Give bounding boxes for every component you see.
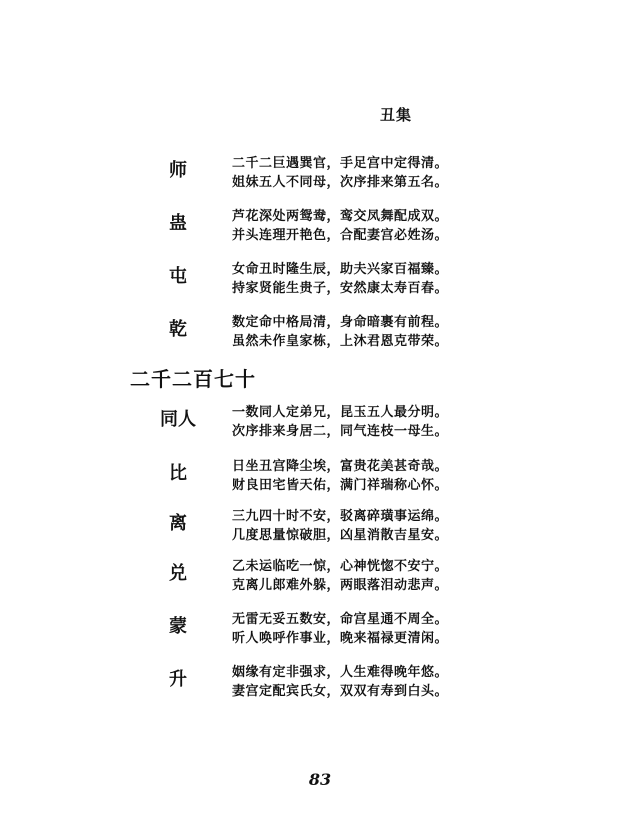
verse-lines	[232, 403, 448, 441]
hexagram-name: 比	[169, 463, 187, 484]
verse-line: 听人唤呼作事业，晚来福禄更清闲。	[232, 631, 449, 646]
verse-line: 并头连理开艳色，合配妻宫必姓汤。	[232, 228, 449, 243]
hexagram-name: 同人	[160, 409, 196, 430]
verse-entry	[0, 507, 640, 547]
hexagram-name: 乾	[169, 319, 187, 340]
verse-lines	[232, 313, 448, 351]
verse-lines	[232, 457, 448, 495]
verse-line: 姻缘有定非强求，人生难得晚年悠。	[232, 665, 449, 680]
page-number: 83	[308, 770, 332, 789]
hexagram-name: 升	[169, 669, 187, 690]
verse-line: 芦花深处两鸳鸯，鸾交凤舞配成双。	[232, 209, 449, 224]
verse-line: 三九四十时不安，驳离碎璜事运绵。	[232, 509, 449, 524]
verse-line: 二千二巨遇巽官，手足宫中定得清。	[232, 156, 449, 171]
verse-lines	[232, 557, 448, 595]
running-header: 丑集	[380, 106, 413, 124]
verse-lines	[232, 610, 448, 648]
hexagram-name: 屯	[169, 266, 187, 287]
verse-entry	[0, 663, 640, 703]
verse-lines	[232, 260, 448, 298]
verse-lines	[232, 507, 448, 545]
verse-entry	[0, 457, 640, 497]
hexagram-name: 蒙	[169, 616, 187, 637]
hexagram-name: 蛊	[169, 213, 187, 234]
verse-line: 持家贤能生贵子，安然康太寿百春。	[232, 281, 449, 296]
verse-line: 一数同人定弟兄，昆玉五人最分明。	[232, 405, 449, 420]
verse-entry	[0, 260, 640, 300]
verse-line: 乙未运临吃一惊，心神恍惚不安宁。	[232, 559, 449, 574]
verse-line: 女命丑时隆生辰，助夫兴家百福臻。	[232, 262, 449, 277]
verse-line: 无雷无妥五数安，命宫星通不周全。	[232, 612, 449, 627]
verse-entry	[0, 207, 640, 247]
verse-lines	[232, 663, 448, 701]
verse-line: 虽然未作皇家栋，上沐君恩克带荣。	[232, 334, 449, 349]
verse-line: 财良田宅皆天佑，满门祥瑞称心怀。	[232, 478, 449, 493]
verse-lines	[232, 207, 448, 245]
verse-entry	[0, 313, 640, 353]
hexagram-name: 师	[169, 160, 187, 181]
verse-lines	[232, 154, 448, 192]
verse-entry	[0, 403, 640, 443]
verse-entry	[0, 557, 640, 597]
verse-line: 克离儿郎难外躲，两眼落泪动悲声。	[232, 578, 449, 593]
verse-entry	[0, 154, 640, 194]
verse-line: 几度思量惊破胆，凶星消散吉星安。	[232, 528, 449, 543]
verse-line: 日坐丑宫降尘埃，富贵花美甚奇哉。	[232, 459, 449, 474]
verse-line: 姐妹五人不同母，次序排来第五名。	[232, 175, 449, 190]
verse-line: 妻宫定配宾氏女，双双有寿到白头。	[232, 684, 449, 699]
verse-entry	[0, 610, 640, 650]
hexagram-name: 离	[169, 513, 187, 534]
section-title: 二千二百七十	[130, 367, 256, 391]
verse-line: 次序排来身居二，同气连枝一母生。	[232, 424, 449, 439]
verse-line: 数定命中格局清，身命暗裹有前程。	[232, 315, 449, 330]
hexagram-name: 兑	[169, 563, 187, 584]
